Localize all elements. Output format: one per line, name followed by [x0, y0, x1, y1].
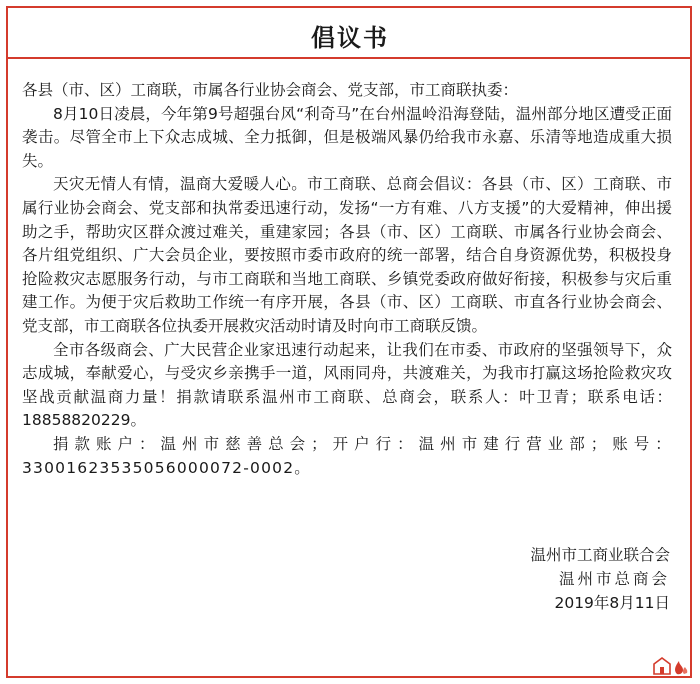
paragraph-typhoon: 8月10日凌晨，今年第9号超强台风“利奇马”在台州温岭沿海登陆，温州部分地区遭受正面袭击。尽管全市上下众志成城、全力抵御，但是极端风暴仍给我市永嘉、乐清等地造成重大损失。	[22, 104, 672, 170]
document-body	[22, 79, 672, 480]
salutation: 各县（市、区）工商联，市属各行业协会商会、党支部，市工商联执委：	[22, 81, 519, 99]
signature-block	[530, 543, 670, 615]
signature-date: 2019年8月11日	[554, 594, 670, 612]
paragraph-initiative: 天灾无情人有情，温商大爱暖人心。市工商联、总商会倡议：各县（市、区）工商联、市属行业协会商会、党支部和执常委迅速行动，发扬“一方有难、八方支援”的大爱精神，伸出援助之手，帮助灾区群众渡过难关，重建家园；各县（市、区）工商联、市属各行业协会商会、各片组党组织、广大会员企业，要按照市委市政府的统一部署，结合自身资源优势，积极投身抢险救灾志愿服务行动，与市工商联和当地工商联、乡镇党委政府做好衔接，积极参与灾后重建工作。为便于灾后救助工作统一有序开展，各县（市、区）工商联、市直各行业协会商会、党支部，市工商联各位执委开展救灾活动时请及时向市工商联反馈。	[22, 175, 672, 335]
page-title: 倡议书	[311, 24, 389, 52]
signature-org-federation: 温州市工商业联合会	[530, 546, 670, 564]
house-fire-icon	[650, 650, 690, 676]
paragraph-call-to-action: 全市各级商会、广大民营企业家迅速行动起来，让我们在市委、市政府的坚强领导下，众志成城，奉献爱心，与受灾乡亲携手一道，风雨同舟，共渡难关，为我市打赢这场抢险救灾攻坚战贡献温商力量！捐款请联系温州市工商联、总商会，联系人：叶卫青；联系电话：18858820229。	[22, 340, 672, 430]
paragraph-donation-account: 捐款账户：温州市慈善总会；开户行：温州市建行营业部；账号：33001623535056000072-0002。	[22, 434, 672, 477]
signature-org-chamber: 温州市总商会	[558, 570, 670, 588]
title-divider	[6, 57, 692, 59]
